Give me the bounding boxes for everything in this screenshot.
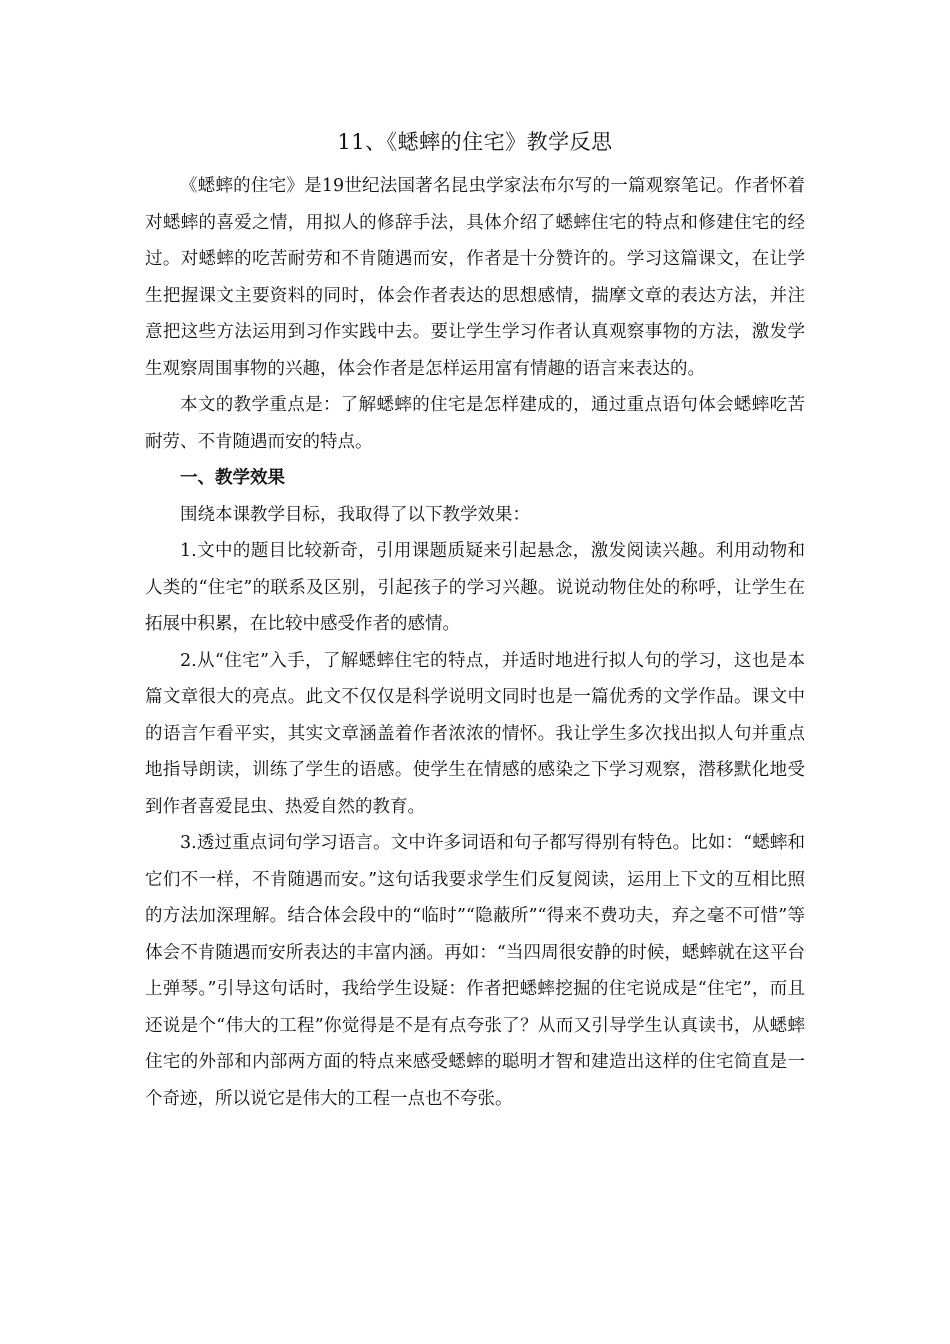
focus-paragraph: 本文的教学重点是：了解蟋蟀的住宅是怎样建成的，通过重点语句体会蟋蟀吃苦耐劳、不肯随遇而安的特点。: [145, 395, 805, 452]
page-title: 11、《蟋蟀的住宅》教学反思: [337, 130, 613, 154]
point-1-paragraph: 1.文中的题目比较新奇，引用课题质疑来引起悬念，激发阅读兴趣。利用动物和人类的“住宅”的联系及区别，引起孩子的学习兴趣。说说动物住处的称呼，让学生在拓展中积累，在比较中感受作者的感情。: [145, 541, 805, 634]
intro-paragraph: 《蟋蟀的住宅》是19世纪法国著名昆虫学家法布尔写的一篇观察笔记。作者怀着对蟋蟀的喜爱之情，用拟人的修辞手法，具体介绍了蟋蟀住宅的特点和修建住宅的经过。对蟋蟀的吃苦耐劳和不肯随遇而安，作者是十分赞许的。学习这篇课文，在让学生把握课文主要资料的同时，体会作者表达的思想感情，揣摩文章的表达方法，并注意把这些方法运用到习作实践中去。要让学生学习作者认真观察事物的方法，激发学生观察周围事物的兴趣，体会作者是怎样运用富有情趣的语言来表达的。: [145, 176, 805, 379]
section-lead-paragraph: 围绕本课教学目标，我取得了以下教学效果：: [180, 504, 530, 525]
section-heading: 一、教学效果: [180, 468, 285, 488]
document-page: [145, 122, 805, 1117]
point-3-paragraph: 3.透过重点词句学习语言。文中许多词语和句子都写得别有特色。比如：“蟋蟀和它们不一样，不肯随遇而安。”这句话我要求学生们反复阅读，运用上下文的互相比照的方法加深理解。结合体会段中的“临时”“隐蔽所”“得来不费功夫，弃之毫不可惜”等体会不肯随遇而安所表达的丰富内涵。再如：“当四周很安静的时候，蟋蟀就在这平台上弹琴。”引导这句话时，我给学生设疑：作者把蟋蟀挖掘的住宅说成是“住宅”，而且还说是个“伟大的工程”你觉得是不是有点夸张了？从而又引导学生认真读书，从蟋蟀住宅的外部和内部两方面的特点来感受蟋蟀的聪明才智和建造出这样的住宅简直是一个奇迹，所以说它是伟大的工程一点也不夸张。: [145, 833, 805, 1109]
point-2-paragraph: 2.从“住宅”入手，了解蟋蟀住宅的特点，并适时地进行拟人句的学习，这也是本篇文章很大的亮点。此文不仅仅是科学说明文同时也是一篇优秀的文学作品。课文中的语言乍看平实，其实文章涵盖着作者浓浓的情怀。我让学生多次找出拟人句并重点地指导朗读，训练了学生的语感。使学生在情感的感染之下学习观察，潜移默化地受到作者喜爱昆虫、热爱自然的教育。: [145, 650, 805, 817]
